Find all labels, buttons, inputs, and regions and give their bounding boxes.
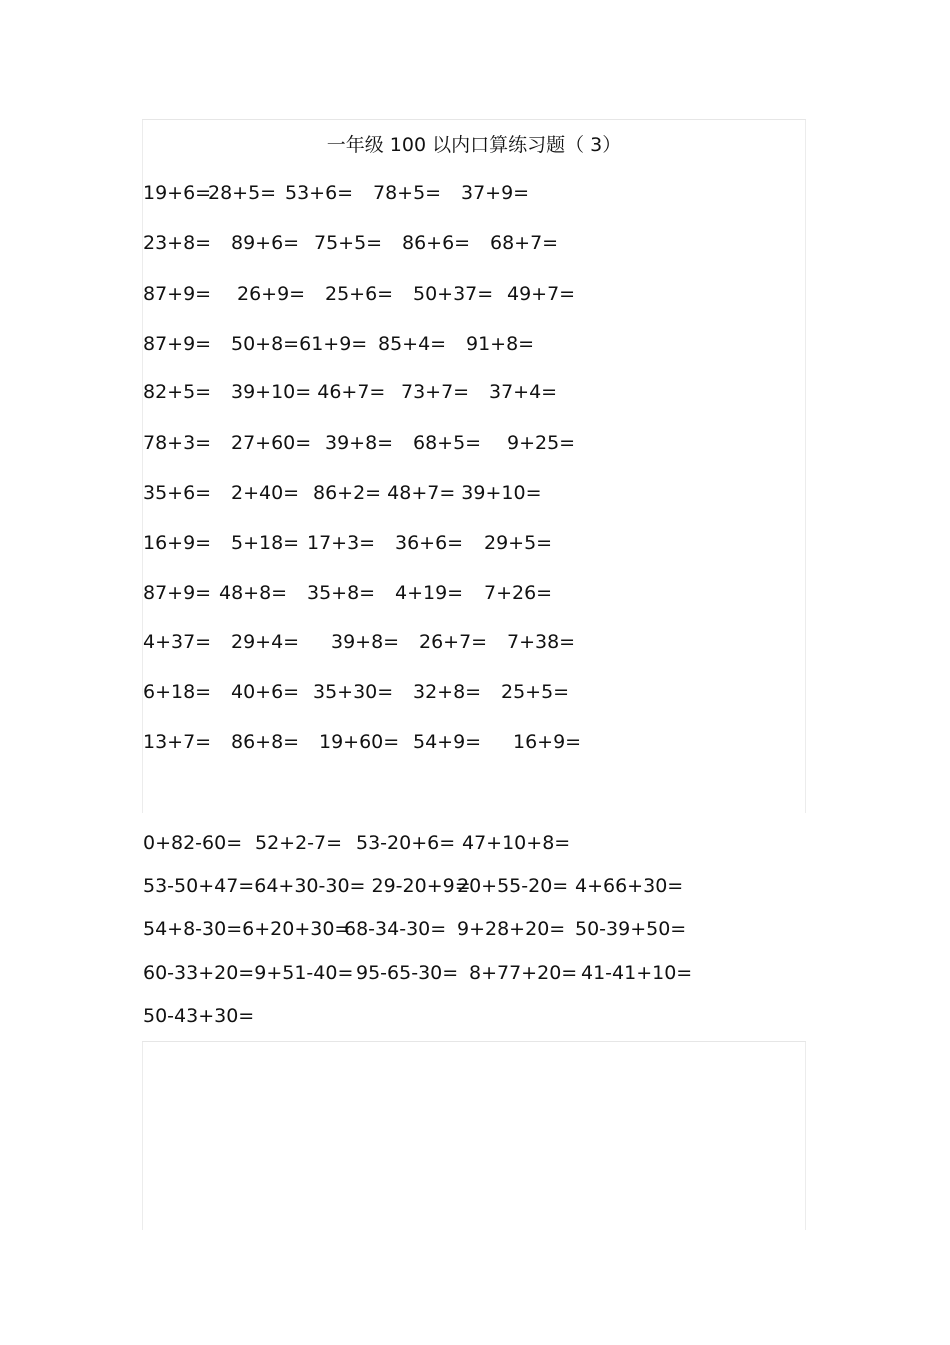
exercise-item: 53-50+47=64+30-30= 29-20+9= bbox=[143, 875, 471, 897]
exercise-row bbox=[0, 961, 950, 985]
exercise-row bbox=[0, 181, 950, 205]
exercise-item: 50-39+50= bbox=[575, 918, 687, 940]
exercise-item: 4+37= bbox=[143, 631, 212, 653]
exercise-item: 32+8= bbox=[413, 681, 482, 703]
exercise-item: 78+5= bbox=[373, 182, 442, 204]
exercise-item: 16+9= bbox=[513, 731, 582, 753]
frame-left-border bbox=[142, 120, 143, 813]
exercise-item: 17+3= bbox=[307, 532, 376, 554]
exercise-row bbox=[0, 431, 950, 455]
exercise-item: 29+5= bbox=[484, 532, 553, 554]
exercise-item: 23+8= bbox=[143, 232, 212, 254]
exercise-item: 36+6= bbox=[395, 532, 464, 554]
exercise-item: 82+5= bbox=[143, 381, 212, 403]
exercise-item: 87+9= bbox=[143, 283, 212, 305]
exercise-item: 48+8= bbox=[219, 582, 288, 604]
exercise-item: 86+2= 48+7= 39+10= bbox=[313, 482, 542, 504]
exercise-item: 16+9= bbox=[143, 532, 212, 554]
exercise-item: 25+5= bbox=[501, 681, 570, 703]
exercise-item: 86+6= bbox=[402, 232, 471, 254]
page-title: 一年级 100 以内口算练习题（ 3） bbox=[326, 134, 622, 156]
exercise-item: 87+9= bbox=[143, 582, 212, 604]
exercise-item: 87+9= bbox=[143, 333, 212, 355]
exercise-item: 91+8= bbox=[466, 333, 535, 355]
exercise-item: 35+8= bbox=[307, 582, 376, 604]
exercise-item: 53-20+6= bbox=[356, 832, 456, 854]
exercise-row bbox=[0, 680, 950, 704]
exercise-item: 41-41+10= bbox=[581, 962, 693, 984]
exercise-item: 20+55-20= bbox=[457, 875, 569, 897]
exercise-item: 68+5= bbox=[413, 432, 482, 454]
exercise-item: 73+7= bbox=[401, 381, 470, 403]
exercise-item: 27+60= bbox=[231, 432, 312, 454]
exercise-item: 49+7= bbox=[507, 283, 576, 305]
exercise-item: 37+4= bbox=[489, 381, 558, 403]
exercise-item: 19+60= bbox=[319, 731, 400, 753]
exercise-row bbox=[0, 917, 950, 941]
exercise-row bbox=[0, 730, 950, 754]
exercise-item: 68-34-30= bbox=[344, 918, 447, 940]
exercise-item: 2+40= bbox=[231, 482, 300, 504]
exercise-item: 60-33+20=9+51-40= bbox=[143, 962, 354, 984]
exercise-row bbox=[0, 581, 950, 605]
exercise-item: 25+6= bbox=[325, 283, 394, 305]
frame-right-border bbox=[805, 120, 806, 813]
exercise-item: 26+9= bbox=[237, 283, 306, 305]
exercise-item: 35+30= bbox=[313, 681, 394, 703]
exercise-item: 13+7= bbox=[143, 731, 212, 753]
exercise-item: 9+25= bbox=[507, 432, 576, 454]
exercise-row bbox=[0, 630, 950, 654]
exercise-row bbox=[0, 874, 950, 898]
exercise-item: 7+26= bbox=[484, 582, 553, 604]
exercise-item: 5+18= bbox=[231, 532, 300, 554]
exercise-row bbox=[0, 1004, 950, 1028]
exercise-item: 39+10= 46+7= bbox=[231, 381, 386, 403]
exercise-row bbox=[0, 231, 950, 255]
exercise-item: 26+7= bbox=[419, 631, 488, 653]
exercise-item: 53+6= bbox=[285, 182, 354, 204]
exercise-item: 39+8= bbox=[325, 432, 394, 454]
exercise-row bbox=[0, 380, 950, 404]
frame-right-border bbox=[805, 1042, 806, 1230]
exercise-row bbox=[0, 282, 950, 306]
exercise-item: 4+66+30= bbox=[575, 875, 684, 897]
exercise-item: 7+38= bbox=[507, 631, 576, 653]
exercise-row bbox=[0, 481, 950, 505]
exercise-item: 37+9= bbox=[461, 182, 530, 204]
exercise-item: 50+37= bbox=[413, 283, 494, 305]
exercise-item: 95-65-30= bbox=[356, 962, 459, 984]
exercise-row bbox=[0, 332, 950, 356]
exercise-item: 50+8=61+9= bbox=[231, 333, 368, 355]
exercise-item: 19+6= bbox=[143, 182, 212, 204]
exercise-item: 8+77+20= bbox=[469, 962, 578, 984]
exercise-item: 50-43+30= bbox=[143, 1005, 255, 1027]
exercise-row bbox=[0, 531, 950, 555]
exercise-item: 47+10+8= bbox=[462, 832, 571, 854]
page-frame-bottom bbox=[142, 1041, 806, 1230]
page-frame-top bbox=[142, 119, 806, 813]
exercise-item: 4+19= bbox=[395, 582, 464, 604]
exercise-item: 68+7= bbox=[490, 232, 559, 254]
exercise-item: 78+3= bbox=[143, 432, 212, 454]
exercise-item: 28+5= bbox=[208, 182, 277, 204]
exercise-item: 9+28+20= bbox=[457, 918, 566, 940]
frame-left-border bbox=[142, 1042, 143, 1230]
exercise-row bbox=[0, 831, 950, 855]
exercise-item: 86+8= bbox=[231, 731, 300, 753]
exercise-item: 75+5= bbox=[314, 232, 383, 254]
exercise-item: 52+2-7= bbox=[255, 832, 343, 854]
exercise-item: 40+6= bbox=[231, 681, 300, 703]
exercise-item: 29+4= bbox=[231, 631, 300, 653]
exercise-item: 54+8-30=6+20+30= bbox=[143, 918, 351, 940]
exercise-item: 35+6= bbox=[143, 482, 212, 504]
exercise-item: 85+4= bbox=[378, 333, 447, 355]
exercise-item: 54+9= bbox=[413, 731, 482, 753]
exercise-item: 89+6= bbox=[231, 232, 300, 254]
exercise-item: 6+18= bbox=[143, 681, 212, 703]
exercise-item: 39+8= bbox=[331, 631, 400, 653]
exercise-item: 0+82-60= bbox=[143, 832, 243, 854]
